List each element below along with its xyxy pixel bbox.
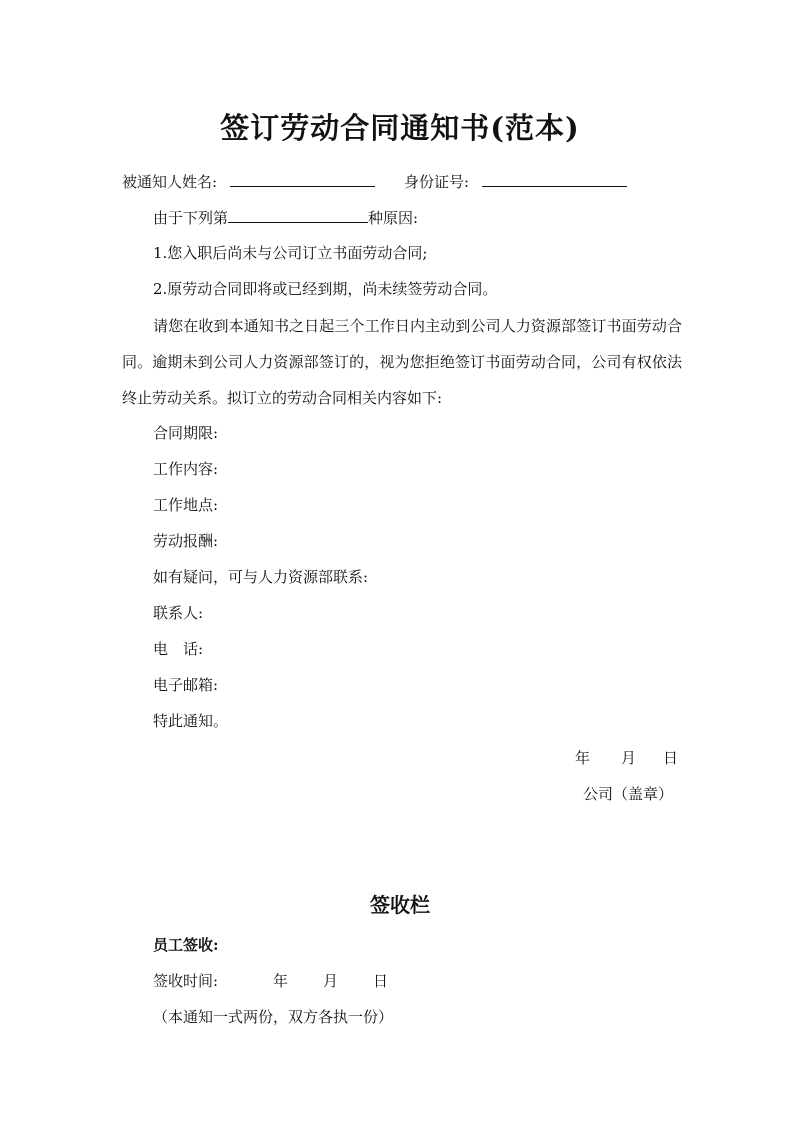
closing-text: 特此通知。 [153,712,229,730]
notice-paragraph: 请您在收到本通知书之日起三个工作日内主动到公司人力资源部签订书面劳动合同。逾期未到公司人力资源部签订的，视为您拒绝签订书面劳动合同，公司有权依法终止劳动关系。拟订立的劳动合同相关内容如下: [122,317,682,407]
name-line [122,171,375,192]
reason-suffix: 种原因: [368,209,419,227]
date-month: 月 [621,749,637,767]
id-blank [482,171,627,187]
field-email: 电子邮箱: [153,676,219,694]
document-title: 签订劳动合同通知书(范本) [220,111,580,145]
field-work-content: 工作内容: [153,460,219,478]
id-line [404,171,627,192]
reason-blank [228,207,368,223]
receipt-title: 签收栏 [370,893,430,917]
sign-day: 日 [373,972,389,990]
field-remuneration: 劳动报酬: [153,532,219,550]
item-2: 2.原劳动合同即将或已经到期，尚未续签劳动合同。 [153,280,498,298]
sign-time-label: 签收时间: [153,972,219,990]
sign-year: 年 [273,972,289,990]
reason-line [153,207,418,228]
name-label: 被通知人姓名: [122,173,218,191]
copies-note: （本通知一式两份，双方各执一份） [153,1008,394,1026]
field-contact-person: 联系人: [153,604,204,622]
id-label: 身份证号: [404,173,470,191]
date-year: 年 [575,749,591,767]
item-1: 1.您入职后尚未与公司订立书面劳动合同; [153,244,428,262]
field-work-location: 工作地点: [153,496,219,514]
field-contact-hr: 如有疑问，可与人力资源部联系: [153,568,369,586]
reason-prefix: 由于下列第 [153,209,229,227]
name-blank [230,171,375,187]
company-seal: 公司（盖章） [583,785,674,803]
date-day: 日 [663,749,679,767]
employee-sign-label: 员工签收: [153,936,219,954]
field-contract-term: 合同期限: [153,424,219,442]
sign-month: 月 [323,972,339,990]
field-phone: 电 话: [153,640,204,658]
